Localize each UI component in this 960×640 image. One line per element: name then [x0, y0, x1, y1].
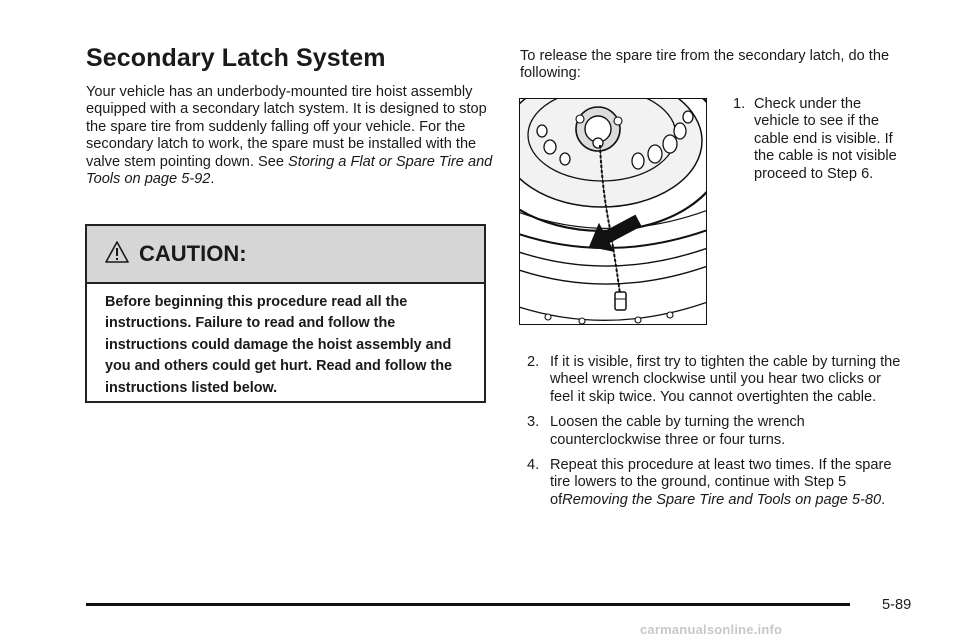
step-text: Loosen the cable by turning the wrench counterclockwise three or four turns.: [550, 414, 805, 448]
intro-text: Your vehicle has an underbody-mounted tire hoist assembly equipped with a secondary latch system. It is designed to stop the spare tire from suddenly falling off your vehicle. For the secondary latch to work, the spare must be installed with the valve stem pointing down. See: [86, 84, 487, 170]
spare-tire-cable-illustration: [519, 98, 707, 325]
step-number: 1.: [733, 96, 746, 112]
intro-end: .: [210, 171, 215, 188]
step-number: 2.: [527, 354, 540, 370]
procedure-intro: To release the spare tire from the secondary latch, do the following:: [520, 48, 890, 82]
caution-triangle-icon: [105, 240, 129, 264]
step-number: 4.: [527, 457, 540, 474]
page-title: Secondary Latch System: [86, 44, 386, 72]
step-text: If it is visible, first try to tighten the cable by turning the wheel wrench clockwise until you hear two clicks or feel it skip twice. You cannot overtighten the cable.: [550, 354, 901, 405]
step-4: [527, 457, 907, 509]
step-text: Repeat this procedure at least two times. If the spare tire lowers to the ground, continue with Step 5 of: [550, 457, 892, 508]
footer-rule: [86, 603, 850, 606]
caution-box: [85, 224, 486, 403]
page-number: 5-89: [882, 597, 912, 613]
step-list: [527, 354, 907, 517]
step-1: [733, 96, 908, 183]
caution-label: CAUTION:: [139, 241, 247, 266]
step-number: 3.: [527, 414, 540, 431]
caution-header: [87, 226, 484, 284]
step-end: .: [881, 491, 886, 508]
step-reference-link[interactable]: Removing the Spare Tire and Tools on page 5-80: [562, 491, 882, 508]
intro-reference-link[interactable]: Storing a Flat or Spare Tire and Tools on page 5-92: [86, 153, 493, 188]
step-3: [527, 414, 907, 449]
step-2: [527, 354, 907, 406]
step-text: Check under the vehicle to see if the cable end is visible. If the cable is not visible proceed to Step 6.: [754, 96, 897, 182]
caution-body: Before beginning this procedure read all the instructions. Failure to read and follow the instructions could damage the hoist assembly and you and others could get hurt. Read and follow the instructions listed below.: [105, 294, 452, 396]
arrow-icon: [584, 209, 644, 259]
watermark: carmanualsonline.info: [640, 622, 783, 637]
intro-paragraph: [86, 84, 494, 188]
